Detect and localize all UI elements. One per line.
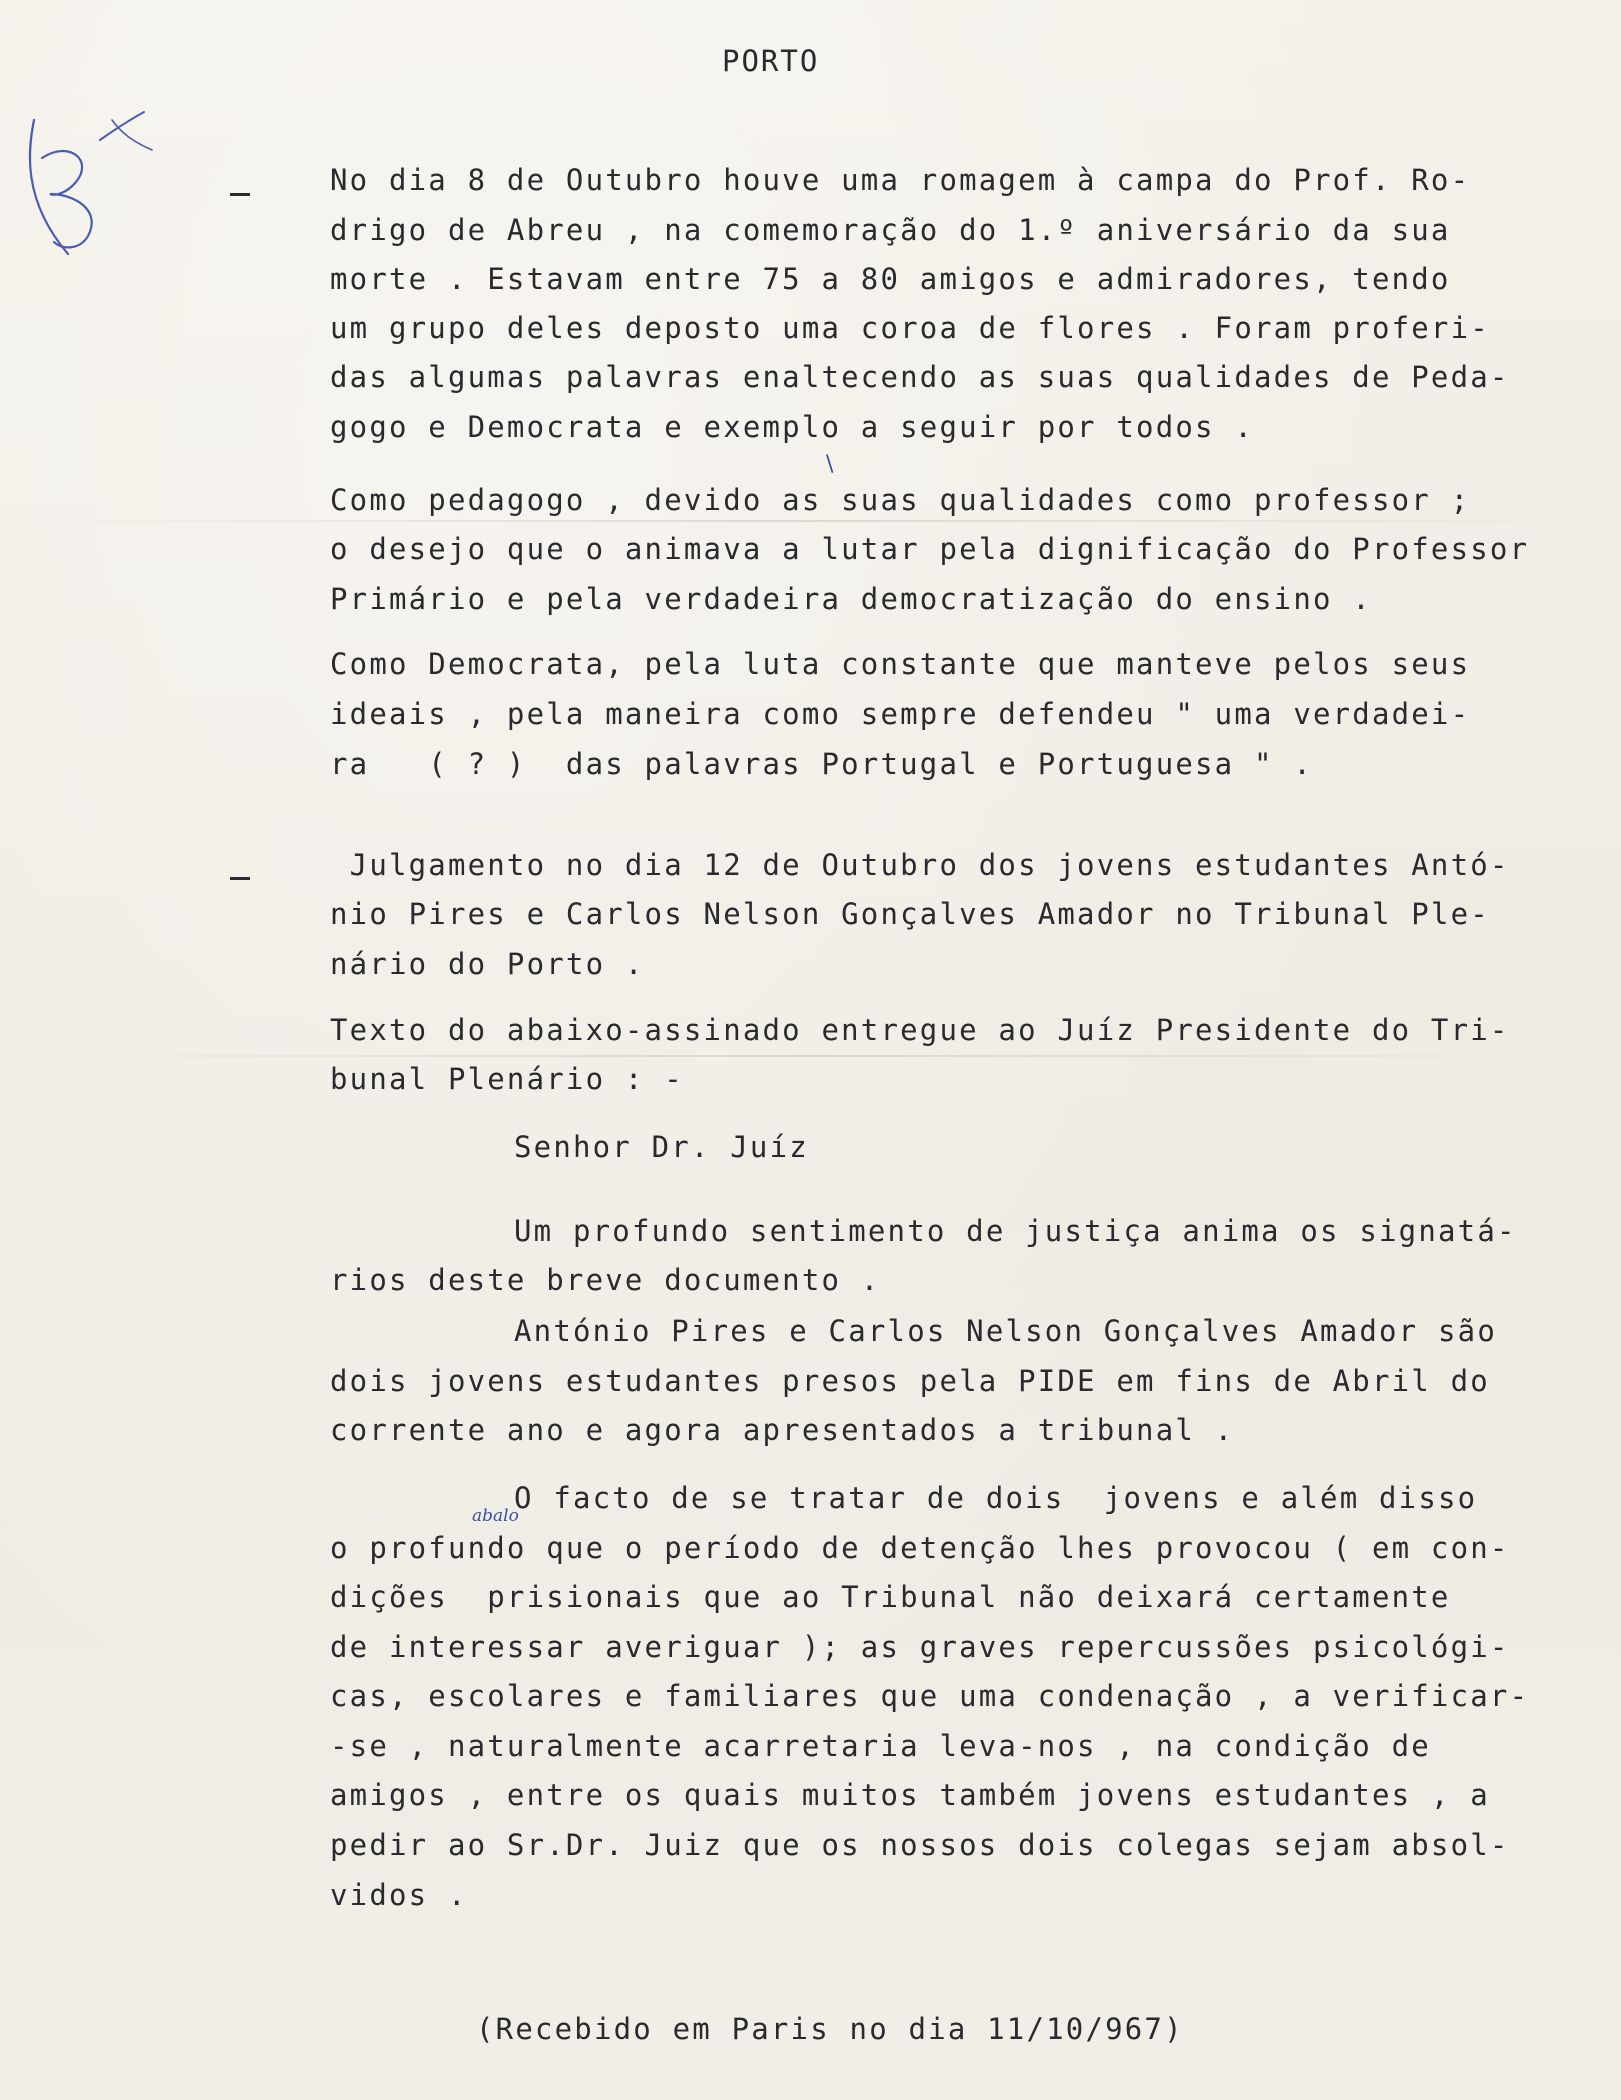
section-dash-marker [230,877,250,880]
text-line: António Pires e Carlos Nelson Gonçalves Amador são [514,1314,1497,1348]
text-line: o profundo que o período de detenção lhes provocou ( em con- [330,1531,1510,1565]
text-line: amigos , entre os quais muitos também jovens estudantes , a [330,1778,1490,1812]
text-line: bunal Plenário : - [330,1062,684,1096]
text-line: Texto do abaixo-assinado entregue ao Juíz Presidente do Tri- [330,1013,1510,1047]
text-line: o desejo que o animava a lutar pela dignificação do Professor [330,532,1530,566]
document-heading: PORTO [722,44,820,78]
text-line: cas, escolares e familiares que uma condenação , a verificar- [330,1679,1530,1713]
text-line: dições prisionais que ao Tribunal não deixará certamente [330,1580,1451,1614]
text-line: rios deste breve documento . [330,1263,881,1297]
text-line: vidos . [330,1878,468,1912]
text-line: um grupo deles deposto uma coroa de flores . Foram proferi- [330,311,1490,345]
handwritten-accent-mark: \ [826,452,834,477]
text-line: Como Democrata, pela luta constante que manteve pelos seus [330,647,1471,681]
paper-fold-line [0,1055,1621,1057]
text-line: Um profundo sentimento de justiça anima os signatá- [514,1214,1517,1248]
text-line: ra ( ? ) das palavras Portugal e Portuguesa " . [330,747,1313,781]
text-line: nário do Porto . [330,947,645,981]
text-line: O facto de se tratar de dois jovens e além disso [514,1481,1478,1515]
text-line: nio Pires e Carlos Nelson Gonçalves Amador no Tribunal Ple- [330,897,1490,931]
paper-fold-line [0,520,1621,522]
received-note: (Recebido em Paris no dia 11/10/967) [476,2012,1184,2046]
handwritten-insertion: abalo [472,1506,519,1526]
text-line: drigo de Abreu , na comemoração do 1.º aniversário da sua [330,213,1451,247]
section-dash-marker [230,193,250,196]
text-line: dois jovens estudantes presos pela PIDE em fins de Abril do [330,1364,1490,1398]
text-line: Como pedagogo , devido as suas qualidades como professor ; [330,483,1471,517]
letter-salutation: Senhor Dr. Juíz [514,1130,809,1164]
text-line: gogo e Democrata e exemplo a seguir por todos . [330,410,1254,444]
text-line: Primário e pela verdadeira democratização do ensino . [330,582,1372,616]
text-line: pedir ao Sr.Dr. Juiz que os nossos dois colegas sejam absol- [330,1828,1510,1862]
text-line: -se , naturalmente acarretaria leva-nos , na condição de [330,1729,1431,1763]
text-line: Julgamento no dia 12 de Outubro dos jovens estudantes Antó- [330,848,1510,882]
text-line: das algumas palavras enaltecendo as suas qualidades de Peda- [330,360,1510,394]
text-line: de interessar averiguar ); as graves repercussões psicológi- [330,1630,1510,1664]
text-line: ideais , pela maneira como sempre defendeu " uma verdadei- [330,697,1471,731]
handwritten-initials-mark [14,60,164,260]
text-line: morte . Estavam entre 75 a 80 amigos e admiradores, tendo [330,262,1451,296]
text-line: corrente ano e agora apresentados a tribunal . [330,1413,1235,1447]
text-line: No dia 8 de Outubro houve uma romagem à campa do Prof. Ro- [330,163,1471,197]
